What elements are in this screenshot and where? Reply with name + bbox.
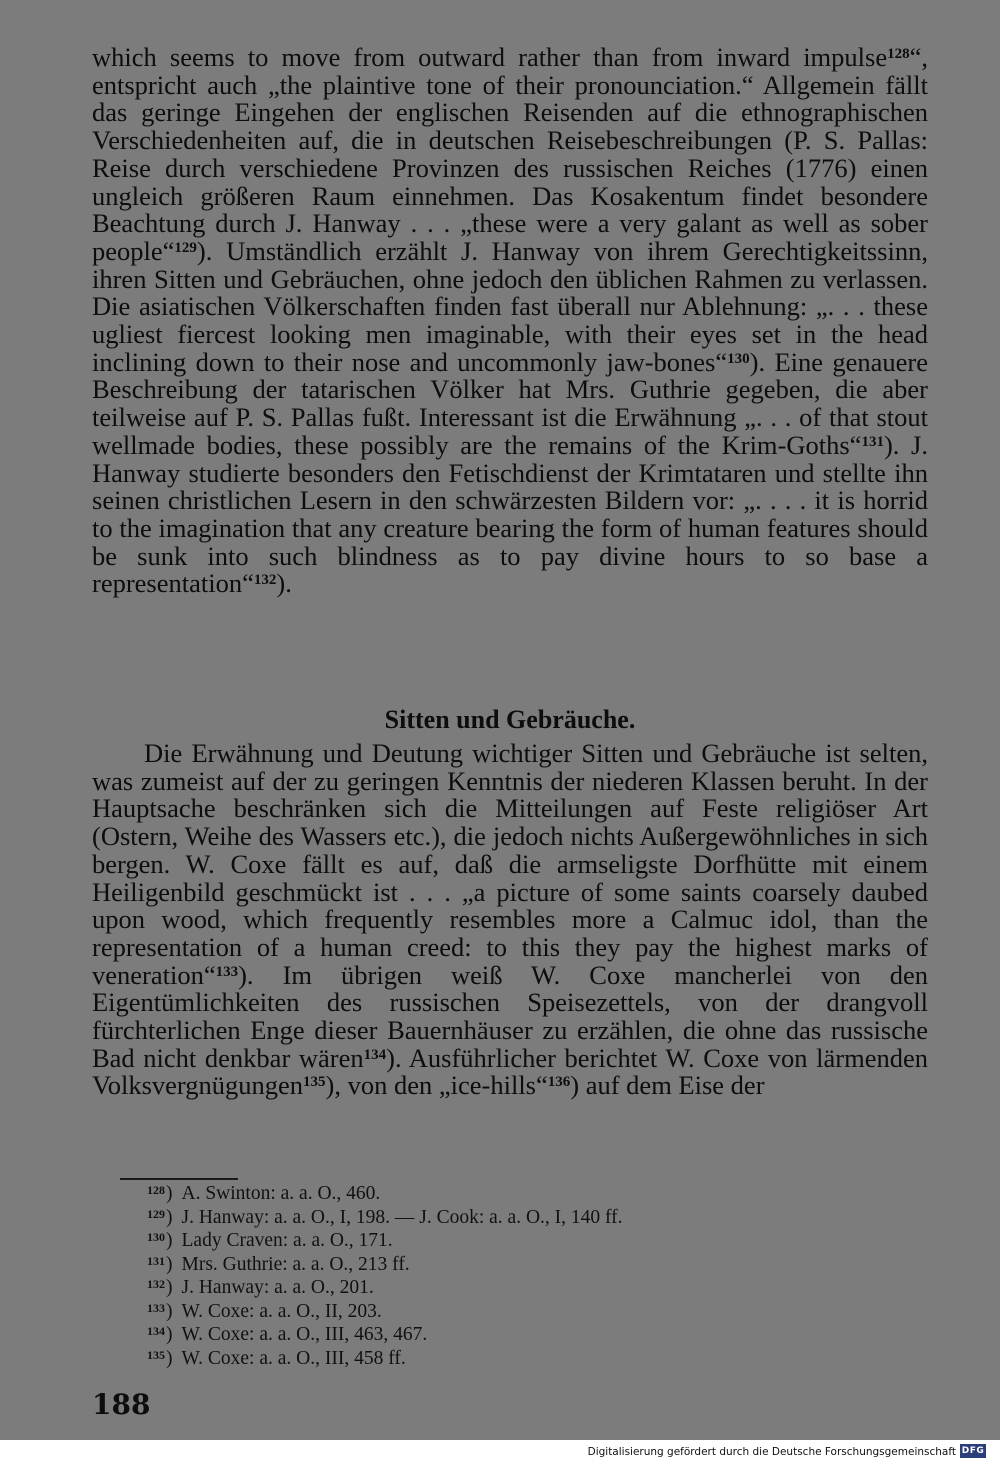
footnote-number: 134 — [147, 1324, 165, 1338]
footnote-item — [147, 1277, 907, 1301]
digitization-credit-bar — [0, 1440, 1000, 1465]
page-number: 188 — [92, 1388, 151, 1421]
footnote-reference[interactable]: 133 — [215, 963, 239, 980]
footnote-text: A. Swinton: a. a. O., 460. — [181, 1183, 381, 1204]
footnote-number: 131 — [147, 1253, 165, 1268]
footnote-number: 133 — [147, 1300, 165, 1315]
footnote-paren: ) — [166, 1347, 173, 1369]
footnote-item — [147, 1348, 907, 1372]
footnote-reference[interactable]: 131 — [861, 433, 884, 450]
paragraph-text — [92, 740, 928, 1100]
footnote-item — [147, 1183, 907, 1207]
dfg-logo[interactable]: DFG — [961, 1446, 985, 1456]
footnote-number: 128 — [147, 1183, 165, 1197]
footnote-paren: ) — [166, 1206, 173, 1228]
footnote-reference[interactable]: 132 — [253, 572, 277, 589]
footnote-number: 132 — [147, 1277, 165, 1291]
footnote-paren: ) — [166, 1324, 173, 1345]
footnote-item — [147, 1207, 907, 1231]
text-run: which seems to move from outward rather than from inward impulse — [92, 42, 888, 72]
footnote-item — [147, 1254, 907, 1278]
text-run: ). Ausführlicher berichtet W. Coxe von lärmenden Volksvergnügungen — [92, 1042, 928, 1101]
footnote-reference[interactable]: 134 — [363, 1046, 387, 1063]
footnote-paren: ) — [166, 1230, 173, 1251]
footnote-text: W. Coxe: a. a. O., III, 458 ff. — [181, 1347, 406, 1369]
footnote-number: 129 — [147, 1206, 165, 1221]
footnote-number: 135 — [147, 1347, 165, 1362]
credit-text: Digitalisierung gefördert durch die Deutsche Forschungsgemeinschaft — [587, 1446, 956, 1458]
footnote-paren: ) — [166, 1253, 173, 1275]
text-run: ). Umständlich erzählt J. Hanway von ihrem Gerechtigkeitssinn, ihren Sitten und Gebräuchen, ohne jedoch den üblichen Rahmen zu verlassen. Die asiatischen Völkerschaften finden fast überall nur Ablehnung: „. . . these ugliest fiercest looking men imaginable, with their eyes set in the head inclining down to their nose and uncommonly jaw-bones“ — [92, 235, 928, 377]
footnote-paren: ) — [166, 1277, 173, 1298]
footnote-text: Lady Craven: a. a. O., 171. — [181, 1230, 393, 1251]
footnote-reference[interactable]: 135 — [303, 1074, 326, 1091]
text-run: ) auf dem Eise der — [570, 1070, 765, 1101]
text-run: “, entspricht auch „the plaintive tone of their pronounciation.“ Allgemein fällt das geringe Eingehen der englischen Reisenden auf die ethnographischen Verschiedenheiten auf, die in deutschen Reisebeschreibungen (P. S. Pallas: Reise durch verschiedene Provinzen des russischen Reiches (1776) einen ungleich größeren Raum einnehmen. Das Kosakentum findet besondere Beachtung durch J. Hanway . . . „these were a very galant as well as sober people“ — [92, 42, 928, 266]
body-paragraph-1 — [92, 44, 928, 598]
text-run: ). Im übrigen weiß W. Coxe mancherlei von den Eigentümlichkeiten des russischen Speisezettels, von der drangvoll fürchterlichen Enge dieser Bauernhäuser zu erzählen, die ohne das russische Bad nicht denkbar wären — [92, 959, 928, 1073]
text-run: ). — [276, 568, 292, 599]
footnote-text: J. Hanway: a. a. O., I, 198. — J. Cook: a. a. O., I, 140 ff. — [181, 1206, 623, 1228]
section-heading: Sitten und Gebräuche. — [384, 705, 636, 734]
footnote-item — [147, 1324, 907, 1348]
footnotes-list — [147, 1183, 907, 1371]
footnote-divider — [120, 1178, 238, 1180]
text-run: ), von den „ice-hills“ — [325, 1070, 548, 1101]
footnote-item — [147, 1230, 907, 1254]
footnote-text: W. Coxe: a. a. O., II, 203. — [181, 1300, 382, 1322]
text-run: ). J. Hanway studierte besonders den Fetischdienst der Krimtataren und stellte ihn seinen christlichen Lesern in den schwärzesten Bildern vor: „. . . . it is horrid to the imagination that any creature bearing the form of human features should be sunk into such blindness as to pay divine hours to so base a representation“ — [92, 429, 928, 599]
paragraph-text — [92, 44, 928, 598]
footnote-paren: ) — [166, 1183, 173, 1204]
footnote-text: W. Coxe: a. a. O., III, 463, 467. — [181, 1324, 428, 1345]
footnote-reference[interactable]: 130 — [727, 350, 750, 367]
footnote-text: J. Hanway: a. a. O., 201. — [181, 1277, 374, 1298]
text-run: ). Eine genauere Beschreibung der tatarischen Völker hat Mrs. Guthrie gegeben, die aber teilweise auf P. S. Pallas fußt. Interessant ist die Erwähnung „. . . of that stout wellmade bodies, these possibly are the remains of the Krim-Goths“ — [92, 346, 928, 460]
text-run: Die Erwähnung und Deutung wichtiger Sitten und Gebräuche ist selten, was zumeist auf der zu geringen Kenntnis der niederen Klassen beruht. In der Hauptsache beschränken sich die Mitteilungen auf Feste religiöser Art (Ostern, Weihe des Wassers etc.), die jedoch nichts Außergewöhnliches in sich bergen. W. Coxe fällt es auf, daß die armseligste Dorfhütte mit einem Heiligenbild geschmückt ist . . . „a picture of some saints coarsely daubed upon wood, which frequently resembles more a Calmuc idol, than the representation of a human creed: to this they pay the highest marks of veneration“ — [92, 738, 928, 990]
footnote-paren: ) — [166, 1300, 173, 1322]
footnote-reference[interactable]: 129 — [174, 239, 197, 256]
footnote-reference[interactable]: 128 — [887, 45, 910, 62]
footnote-reference[interactable]: 136 — [547, 1074, 571, 1091]
footnote-text: Mrs. Guthrie: a. a. O., 213 ff. — [181, 1253, 410, 1275]
footnote-number: 130 — [147, 1230, 165, 1244]
footnote-item — [147, 1301, 907, 1325]
body-paragraph-2 — [92, 740, 928, 1100]
